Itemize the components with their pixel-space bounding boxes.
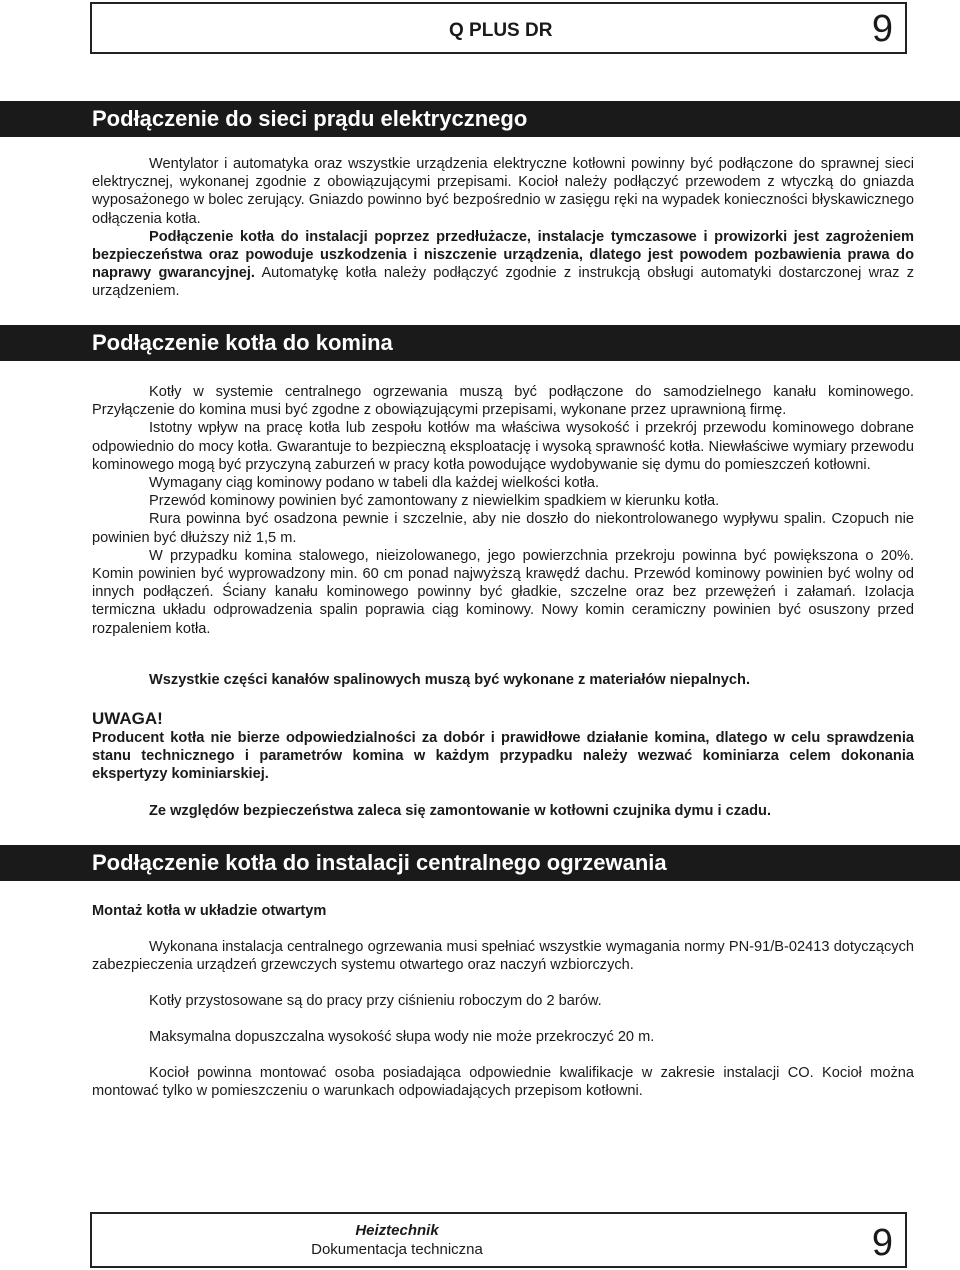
section-body-electric <box>92 155 914 301</box>
section-heading-heating: Podłączenie kotła do instalacji centralnego ogrzewania <box>0 845 960 881</box>
company-name: Heiztechnik <box>355 1222 439 1239</box>
paragraph <box>92 1064 914 1100</box>
warning-text: Producent kotła nie bierze odpowiedzialności za dobór i prawidłowe działanie komina, dlatego w celu sprawdzenia stanu technicznego i parametrów komina w każdym przypadku należy wezwać kominiarza celem dokonania ekspertyzy kominiarskiej. <box>92 730 914 783</box>
paragraph: Wentylator i automatyka oraz wszystkie urządzenia elektryczne kotłowni powinny być podłączone do sprawnej sieci elektrycznej, wykonanej zgodnie z obowiązującymi przepisami. Kocioł należy podłączyć przewodem z wtyczką do gniazda wyposażonego w bolec zerujący. Gniazdo powinno być bezpośrednio w zasięgu ręki na wypadek konieczności błyskawicznego odłączenia kotła. <box>92 156 914 227</box>
paragraph: Przewód kominowy powinien być zamontowany z niewielkim spadkiem w kierunku kotła. <box>149 493 720 510</box>
paragraph <box>92 1028 914 1046</box>
paragraph: Istotny wpływ na pracę kotła lub zespołu kotłów ma właściwa wysokość i przekrój przewodu kominowego dobrane odpowiednio do mocy kotła. Gwarantuje to bezpieczną eksploatację i wysoką sprawność kotła. Niewłaściwe wymiary przewodu kominowego mogą być przyczyną zaburzeń w pracy kotła powodujące wydobywanie się dymu do pomieszczeń kotłowni. <box>92 420 914 473</box>
footer-subtitle: Dokumentacja techniczna <box>311 1241 483 1258</box>
paragraph: Wymagany ciąg kominowy podano w tabeli dla każdej wielkości kotła. <box>149 475 600 492</box>
paragraph: Kotły w systemie centralnego ogrzewania muszą być podłączone do samodzielnego kanału kominowego. Przyłączenie do komina musi być zgodne z obowiązującymi przepisami, wykonane przez uprawnioną firmę. <box>92 384 914 419</box>
paragraph-text: Kocioł powinna montować osoba posiadająca odpowiednie kwalifikacje w zakresie instalacji CO. Kocioł można montować tylko w pomieszczeniu o warunkach odpowiadających przepisom kotłowni. <box>92 1065 914 1100</box>
warning-label: UWAGA! <box>92 709 163 728</box>
paragraph: W przypadku komina stalowego, nieizolowanego, jego powierzchnia przekroju powinna być powiększona o 20%. Komin powinien być wyprowadzony min. 60 cm ponad najwyższą krawędź dachu. Przewód kominowy powinien być wolny od innych podłączeń. Ściany kanału kominowego powinny być gładkie, szczelne oraz bez przewężeń i załamań. Izolacja termiczna układu odprowadzenia spalin poprawia ciąg kominowy. Nowy komin ceramiczny powinien być osuszony przed rozpaleniem kotła. <box>92 547 914 637</box>
paragraph-text: Wykonana instalacja centralnego ogrzewania musi spełniać wszystkie wymagania normy PN-91/B-02413 dotyczących zabezpieczenia urządzeń grzewczych systemu otwartego oraz naczyń wzbiorczych. <box>92 939 914 974</box>
paragraph <box>92 992 914 1010</box>
section-body-chimney <box>92 383 914 638</box>
paragraph-rest: Automatykę kotła należy podłączyć zgodnie z instrukcją obsługi automatyki dostarczonej wraz z urządzeniem. <box>92 265 914 300</box>
document-title: Q PLUS DR <box>449 20 553 41</box>
paragraph: Rura powinna być osadzona pewnie i szczelnie, aby nie doszło do niekontrolowanego wypływu spalin. Czopuch nie powinien być dłuższy niż 1,5 m. <box>92 511 914 546</box>
paragraph: Wszystkie części kanałów spalinowych muszą być wykonane z materiałów niepalnych. <box>149 672 750 688</box>
safety-notice <box>92 802 914 820</box>
page-footer <box>90 1212 907 1268</box>
paragraph <box>92 228 914 301</box>
page-header <box>90 2 907 54</box>
bold-notice <box>92 671 914 689</box>
bold-warning: Podłączenie kotła do instalacji poprzez przedłużacze, instalacje tymczasowe i prowizorki jest zagrożeniem bezpieczeństwa oraz powoduje uszkodzenia i niszczenie urządzenia, dlatego jest powodem pozbawienia prawa do naprawy gwarancyjnej. <box>92 228 914 282</box>
footer-page-number: 9 <box>871 1222 893 1264</box>
subsection-title: Montaż kotła w układzie otwartym <box>92 903 327 919</box>
paragraph <box>92 938 914 974</box>
page-number: 9 <box>871 8 893 50</box>
section-heading-chimney: Podłączenie kotła do komina <box>0 325 960 361</box>
paragraph-text: Kotły przystosowane są do pracy przy ciśnieniu roboczym do 2 barów. <box>149 993 602 1009</box>
paragraph-text: Maksymalna dopuszczalna wysokość słupa wody nie może przekroczyć 20 m. <box>149 1029 655 1045</box>
section-heading-electric: Podłączenie do sieci prądu elektrycznego <box>0 101 960 137</box>
paragraph: Ze względów bezpieczeństwa zaleca się zamontowanie w kotłowni czujnika dymu i czadu. <box>149 803 772 819</box>
